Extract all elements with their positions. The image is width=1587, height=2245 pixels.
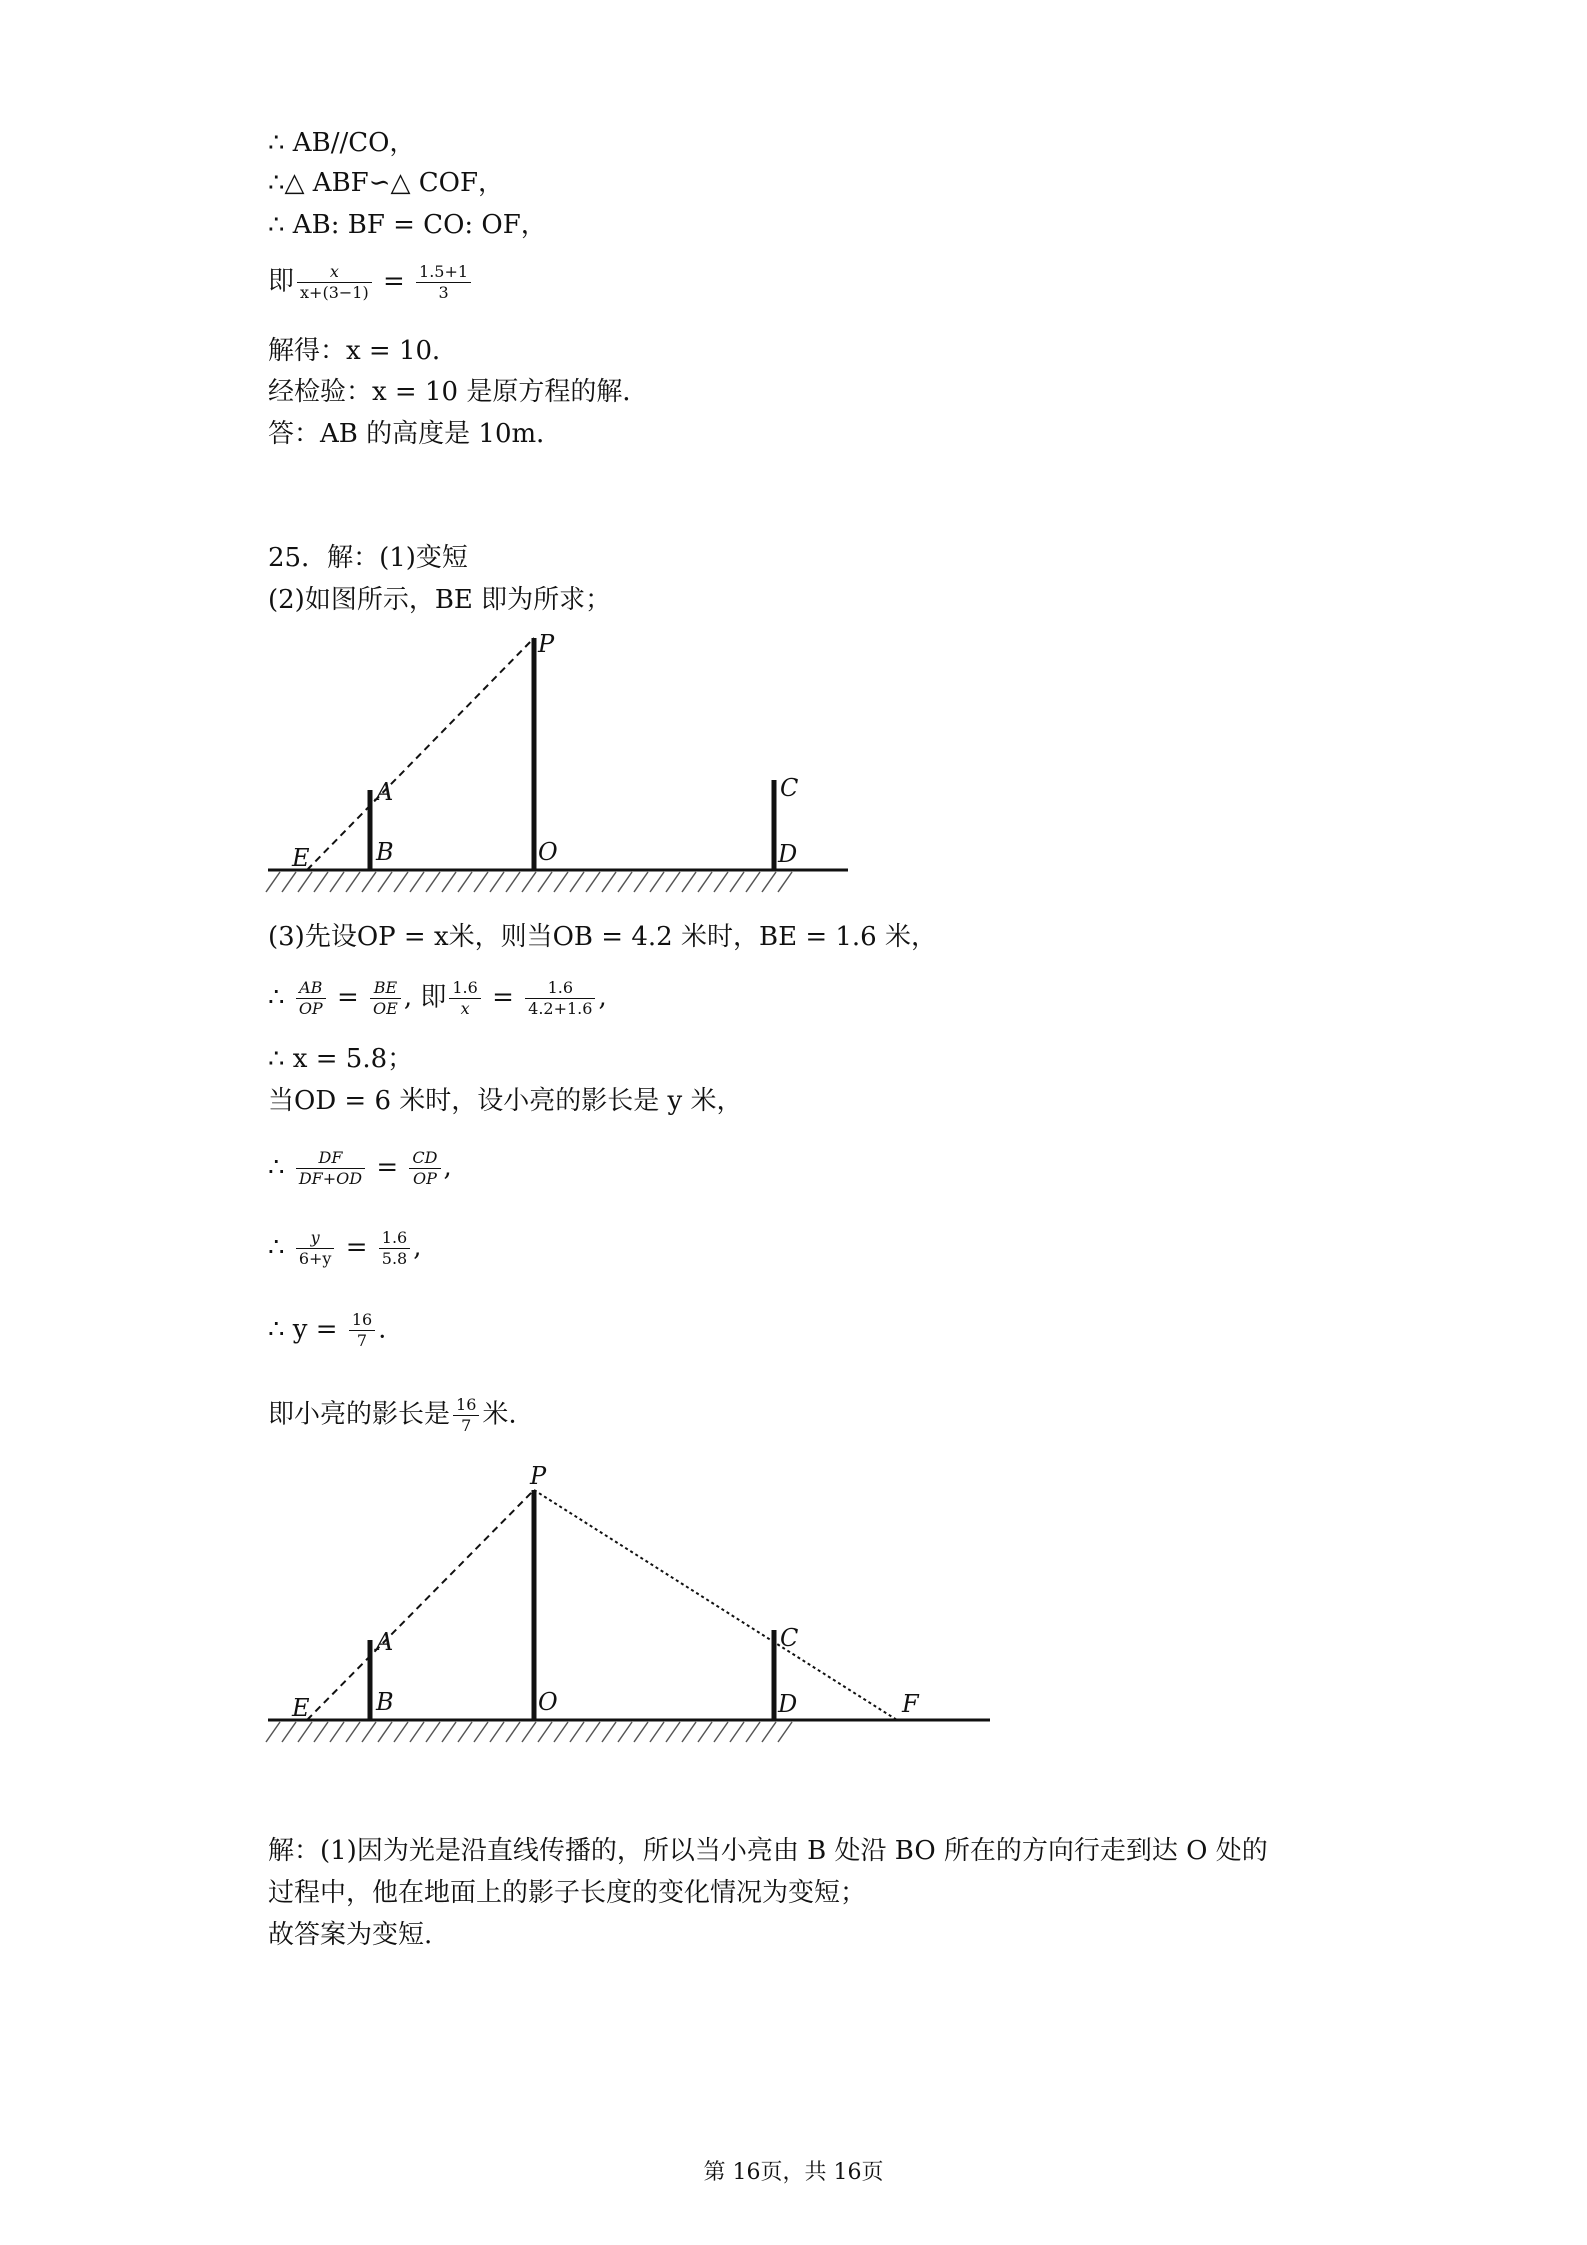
text-line: ∴ x = 5.8；	[268, 1044, 414, 1074]
text-line: 当OD = 6 米时，设小亮的影长是 y 米，	[268, 1086, 743, 1116]
label-f: F	[902, 1690, 919, 1718]
text-segment: 即小亮的影长是	[268, 1399, 451, 1430]
text-segment: ,	[443, 1152, 452, 1183]
fraction: $\frac{16}{7}$	[349, 1310, 375, 1351]
text-line: 答：AB 的高度是 10m．	[268, 419, 563, 449]
equation-line	[268, 978, 607, 1019]
label-p: P	[530, 1462, 547, 1490]
text-segment: ,	[598, 982, 607, 1013]
label-d: D	[778, 840, 798, 868]
equation-line	[268, 1148, 452, 1189]
text-segment: ∴ y =	[268, 1314, 346, 1345]
equation-line	[268, 262, 474, 303]
label-o: O	[538, 1688, 558, 1716]
question-title: 25．解：(1)变短	[268, 543, 468, 573]
fraction: $\frac{CD}{OP}$	[409, 1148, 440, 1189]
light-ray-right	[534, 1490, 897, 1720]
page-footer: 第 16页，共 16页	[703, 2160, 884, 2185]
equals-sign: =	[376, 1152, 399, 1183]
diagram-1	[262, 630, 862, 905]
fraction: $\frac{DF}{DF+OD}$	[296, 1148, 365, 1189]
text-line: ∴ AB: BF = CO: OF，	[268, 210, 547, 240]
label-a: A	[376, 778, 394, 806]
fraction: $\frac{16}{7}$	[453, 1395, 479, 1436]
text-segment: ∴	[268, 1152, 293, 1183]
text-line: 解得：x = 10．	[268, 336, 459, 366]
text-segment: .	[378, 1314, 387, 1345]
text-segment: ,	[413, 1232, 422, 1263]
equals-sign: =	[345, 1232, 368, 1263]
label-c: C	[780, 1624, 799, 1652]
text-line: ∴ AB//CO，	[268, 128, 416, 158]
label-b: B	[376, 838, 394, 866]
text-line: (3)先设OP = x米，则当OB = 4.2 米时，BE = 1.6 米，	[268, 922, 937, 952]
label-p: P	[538, 630, 555, 658]
fraction: $\frac{1.5+1}{3}$	[416, 262, 471, 303]
text-segment: 米.	[482, 1399, 517, 1430]
text-line: 故答案为变短.	[268, 1920, 433, 1950]
fraction: $\frac{1.6}{x}$	[449, 978, 480, 1019]
label-e: E	[292, 844, 310, 872]
fraction: $\frac{BE}{OE}$	[370, 978, 401, 1019]
label-b: B	[376, 1688, 394, 1716]
text-segment: ∴	[268, 982, 293, 1013]
text-line: 解：(1)因为光是沿直线传播的，所以当小亮由 B 处沿 BO 所在的方向行走到达 O 处的	[268, 1836, 1268, 1866]
label-a: A	[376, 1628, 394, 1656]
equals-sign: =	[336, 982, 359, 1013]
fraction: $\frac{AB}{OP}$	[296, 978, 326, 1019]
fraction: $\frac{1.6}{5.8}$	[379, 1228, 410, 1269]
ground-hatching	[266, 872, 792, 892]
label-o: O	[538, 838, 558, 866]
equals-sign: =	[382, 266, 405, 297]
equation-line	[268, 1310, 386, 1351]
equation-line	[268, 1228, 421, 1269]
fraction: $\frac{1.6}{4.2+1.6}$	[525, 978, 595, 1019]
fraction: $\frac{y}{6+y}$	[296, 1228, 335, 1269]
equals-sign: =	[492, 982, 514, 1013]
text-line: (2)如图所示，BE 即为所求；	[268, 585, 612, 615]
light-ray-left	[307, 1490, 534, 1720]
label-c: C	[780, 774, 799, 802]
label-d: D	[778, 1690, 798, 1718]
light-ray	[307, 638, 534, 870]
equation-line	[268, 1395, 517, 1436]
ground-hatching	[266, 1722, 792, 1742]
text-line: 经检验：x = 10 是原方程的解．	[268, 377, 649, 407]
label-e: E	[292, 1694, 310, 1722]
text-line: 过程中，他在地面上的影子长度的变化情况为变短；	[268, 1878, 867, 1908]
text-segment: , 即	[403, 982, 447, 1013]
text-segment: ∴	[268, 1232, 293, 1263]
text-segment: 即	[268, 266, 295, 297]
text-line: ∴△ ABF∽△ COF，	[268, 168, 505, 198]
fraction: $\frac{x}{x+(3-1)}$	[297, 262, 372, 303]
diagram-2	[262, 1458, 1002, 1748]
